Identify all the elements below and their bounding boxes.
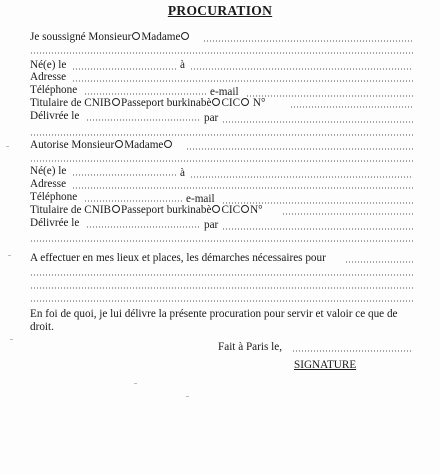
adresse-label: Adresse — [30, 71, 67, 83]
document-title: PROCURATION — [167, 3, 273, 18]
blank-line-2[interactable] — [30, 240, 413, 242]
adresse-label-2: Adresse — [30, 178, 67, 190]
titulaire-line-2 — [30, 204, 263, 217]
titulaire-label-2: Titulaire de CNIB — [30, 204, 112, 216]
issue-date-field-2[interactable] — [86, 226, 201, 228]
passeport-label-2: Passeport burkinabè — [121, 204, 212, 216]
id-number-field-2[interactable] — [282, 213, 413, 215]
blank-line[interactable] — [30, 134, 413, 136]
fait-a-label: Fait à Paris le, — [218, 341, 283, 353]
autorise-madame-radio[interactable] — [164, 140, 172, 148]
cic-label-2: CIC — [221, 204, 241, 216]
autorise-line — [30, 139, 173, 152]
soussigne-line — [30, 31, 190, 44]
cnib-radio-2[interactable] — [112, 205, 120, 213]
scan-speck — [10, 339, 13, 340]
telephone-label: Téléphone — [30, 84, 78, 96]
monsieur-radio[interactable] — [132, 32, 140, 40]
madame-radio[interactable] — [181, 32, 189, 40]
scan-speck — [6, 146, 9, 147]
issued-by-field[interactable] — [222, 121, 413, 123]
cnib-radio[interactable] — [112, 98, 120, 106]
par-label-2: par — [204, 219, 219, 231]
email-label: e-mail — [210, 86, 239, 98]
titulaire-label: Titulaire de CNIB — [30, 97, 112, 109]
demarches-label: A effectuer en mes lieux et places, les démarches nécessaires pour — [30, 252, 326, 264]
par-label: par — [204, 112, 219, 124]
titulaire-line — [30, 97, 265, 110]
birth-place-field[interactable] — [190, 68, 413, 70]
autorise-label: Autorise Monsieur — [30, 139, 115, 151]
birth-date-field[interactable] — [72, 68, 177, 70]
cic-radio-2[interactable] — [241, 205, 249, 213]
soussigne-name-field[interactable] — [203, 40, 413, 42]
issued-by-field-2[interactable] — [222, 228, 413, 230]
madame-label: Madame — [141, 31, 181, 43]
cic-label: CIC — [221, 97, 241, 109]
mandataire-name-field-cont[interactable] — [30, 160, 413, 162]
address-field-2[interactable] — [72, 187, 413, 189]
autorise-madame-label: Madame — [124, 139, 164, 151]
demarches-line-2[interactable] — [30, 287, 413, 289]
numero-label-2: N° — [250, 204, 263, 216]
signature-label: SIGNATURE — [294, 359, 357, 371]
demarches-line-3[interactable] — [30, 300, 413, 302]
phone-field-2[interactable] — [84, 200, 182, 202]
phone-field[interactable] — [84, 93, 206, 95]
demarches-line-1[interactable] — [30, 274, 413, 276]
passeport-label: Passeport burkinabè — [121, 97, 212, 109]
birth-date-field-2[interactable] — [72, 174, 177, 176]
birth-place-field-2[interactable] — [190, 176, 413, 178]
demarches-field[interactable] — [345, 261, 413, 263]
soussigne-name-field-cont[interactable] — [30, 52, 413, 54]
address-field[interactable] — [72, 80, 413, 82]
scan-speck — [134, 383, 137, 384]
cic-radio[interactable] — [241, 98, 249, 106]
email-field[interactable] — [246, 95, 413, 97]
birth-place-label: à — [180, 59, 185, 71]
passeport-radio-2[interactable] — [212, 205, 220, 213]
scan-speck — [8, 255, 11, 256]
conclusion-text: En foi de quoi, je lui délivre la présente procuration pour servir et valoir ce que de droit. — [30, 308, 398, 333]
id-number-field[interactable] — [290, 106, 413, 108]
date-field[interactable] — [292, 350, 413, 352]
delivree-label: Délivrée le — [30, 110, 80, 122]
scan-speck — [186, 396, 189, 397]
ne-le-label: Né(e) le — [30, 59, 67, 71]
passeport-radio[interactable] — [212, 98, 220, 106]
issue-date-field[interactable] — [86, 119, 201, 121]
ne-le-label-2: Né(e) le — [30, 165, 67, 177]
telephone-label-2: Téléphone — [30, 191, 78, 203]
soussigne-label: Je soussigné Monsieur — [30, 31, 132, 43]
delivree-label-2: Délivrée le — [30, 217, 80, 229]
mandataire-name-field[interactable] — [186, 148, 413, 150]
birth-place-label-2: à — [180, 167, 185, 179]
email-label-2: e-mail — [186, 193, 215, 205]
numero-label: N° — [252, 97, 266, 109]
autorise-monsieur-radio[interactable] — [115, 140, 123, 148]
